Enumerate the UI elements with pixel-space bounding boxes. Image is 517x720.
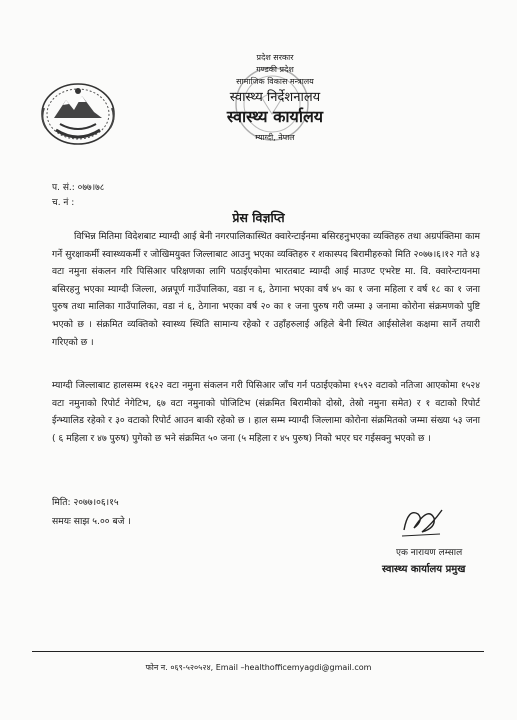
issue-date: मिति: २०७७।०६।१५ (52, 497, 119, 508)
letterhead-office: स्वास्थ्य कार्यालय (226, 107, 324, 126)
letterhead-directorate: स्वास्थ्य निर्देशनालय (229, 90, 321, 105)
letter-number: प. सं.: ०७७।७८ (52, 183, 105, 193)
letterhead (200, 52, 350, 146)
dispatch-number: च. नं : (52, 198, 75, 208)
issue-time: समयः साझ ५.०० बजे । (52, 516, 131, 527)
signatory-name: एक नारायण लम्साल (396, 548, 463, 558)
letterhead-line-3: सामाजिक विकास मन्त्रालय (236, 77, 314, 86)
footer-contact: फोन न. ०६९-५२०५२४, Email –healthofficemyagdi@gmail.com (145, 663, 372, 672)
body-paragraph-2: म्याग्दी जिल्लाबाट हालसम्म १६२२ वटा नमुना संकलन गरी पिसिआर जाँच गर्न पठाईएकोमा १५९२ वटाको नतिजा आएकोमा १५२४ वटा नमुनाको रिपोर्ट नेगेटिभ, ६७ वटा नमुनाको पोजिटिभ (संक्रमित बिरामीको दोस्रो, तेस्रो नमुना समेत) र १ वटाको रिपोर्ट ईन्भ्यालिड रहेको र ३० वटाको रिपोर्ट आउन बाकी रहेको छ । हाल सम्म म्याग्दी जिल्लामा कोरोना संक्रमितको जम्मा संख्या ५३ जना ( ६ महिला र ४७ पुरुष) पुगेको छ भने संक्रमित ५० जना (५ महिला र ४५ पुरुष) निको भएर घर गईसक्नु भएको छ । (52, 380, 480, 444)
letterhead-line-2: गण्डकी प्रदेश (256, 65, 294, 74)
nepal-emblem-icon (38, 78, 118, 150)
signatory-title: स्वास्थ्य कार्यालय प्रमुख (382, 564, 466, 575)
signature-icon (398, 500, 446, 540)
footer-divider (32, 651, 484, 652)
letterhead-line-1: प्रदेश सरकार (256, 53, 294, 62)
letterhead-location: म्याग्दी, नेपाल (255, 133, 295, 142)
body-paragraph-1: विभिन्न मितिमा विदेशबाट म्याग्दी आई बेनी नगरपालिकास्थित क्वारेन्टाईनमा बसिरहनुभएका व्यक्तिहरु तथा अग्रपंक्तिमा काम गर्ने सुरक्षाकर्मी स्वास्थ्यकर्मी र जोखिमयुक्त जिल्लाबाट आउनु भएका व्यक्तिहरु र शकास्पद बिरामीहरुको मिति २०७७।६।१२ गते ४३ वटा नमुना संकलन गरि पिसिआर परिक्षणका लागि पठाईएकोमा भारतबाट म्याग्दी आई माउण्ट एभरेष्ट मा. वि. क्वारेन्टायनमा बसिरहनु भएका म्याग्दी जिल्ला, अन्नपूर्ण गाउँपालिका, वडा न ६, ठेगाना भएका वर्ष ४५ का १ जना महिला र वर्ष १८ का १ जना पुरुष तथा मालिका गाउँपालिका, वडा नं ६, ठेगाना भएका वर्ष २० का १ जना पुरुष गरी जम्मा ३ जनामा कोरोना संक्रमणको पुष्टि भएको छ । संक्रमित व्यक्तिको स्वास्थ्य स्थिति सामान्य रहेको र उहाँहरुलाई अहिले बेनी स्थित आईसोलेश कक्षमा सार्ने तयारी गरिएको छ । (52, 231, 480, 348)
document-title: प्रेस विज्ञप्ति (232, 210, 285, 225)
